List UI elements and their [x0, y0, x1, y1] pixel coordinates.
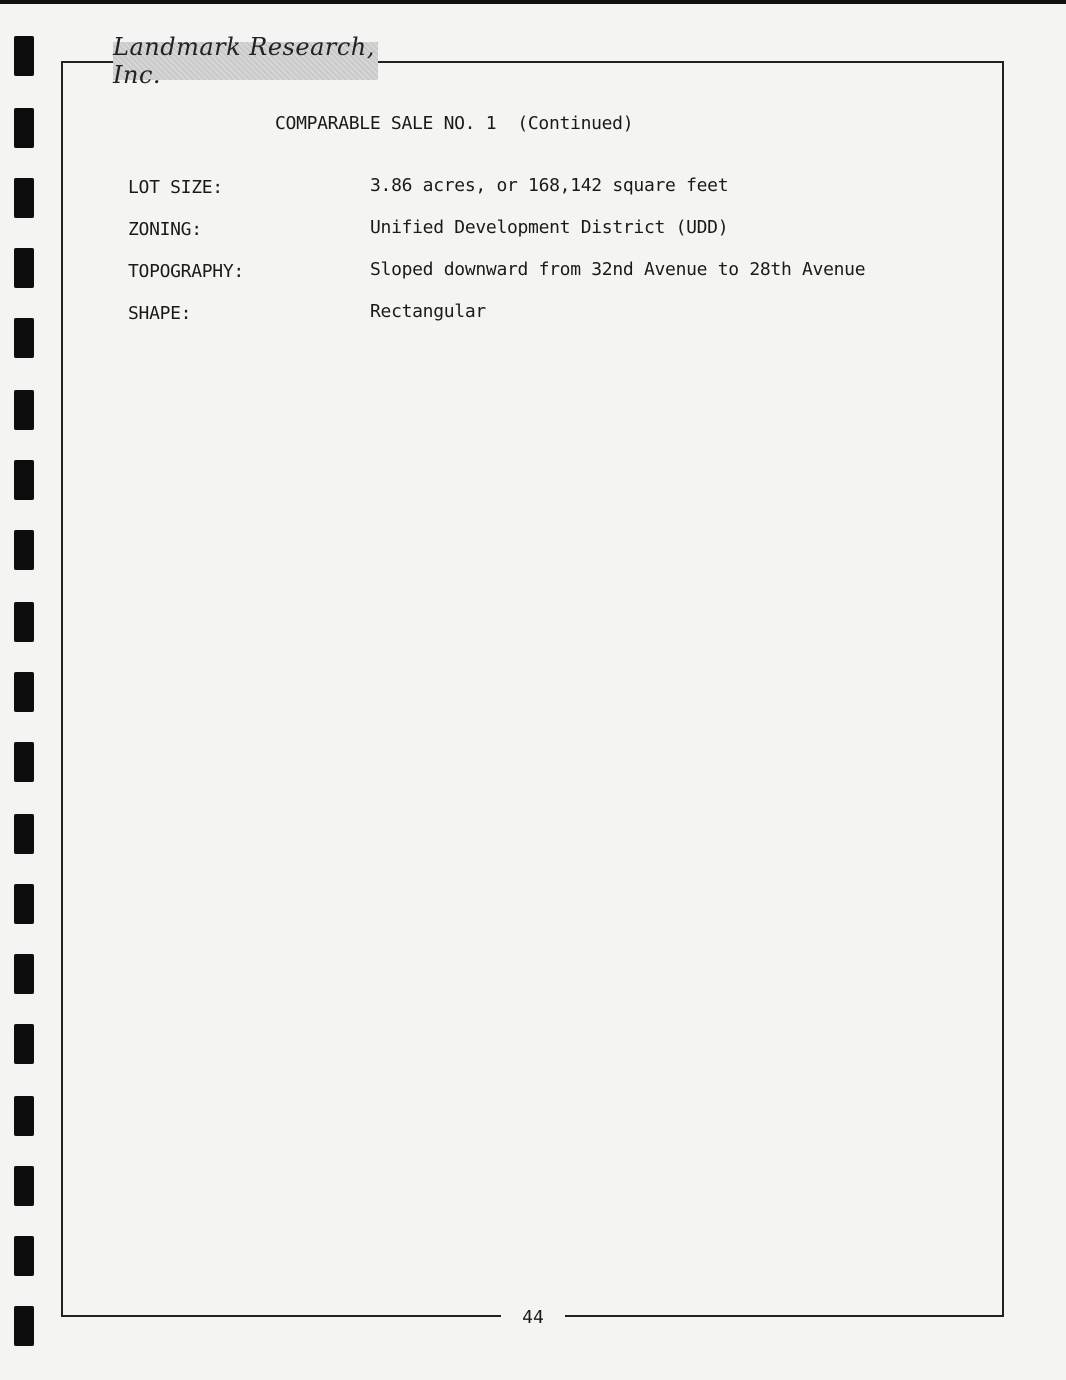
company-logo [113, 33, 378, 89]
page-border-frame [61, 61, 1004, 1317]
document-title: COMPARABLE SALE NO. 1 (Continued) [275, 113, 634, 134]
field-row-shape [0, 303, 1066, 331]
field-value: Unified Development District (UDD) [370, 217, 729, 238]
field-label: ZONING: [128, 219, 202, 240]
field-row-lot-size [0, 177, 1066, 205]
binding-hole [14, 108, 34, 148]
page-number: 44 [501, 1303, 565, 1333]
binding-hole [14, 1166, 34, 1206]
field-label: SHAPE: [128, 303, 192, 324]
field-value: 3.86 acres, or 168,142 square feet [370, 175, 729, 196]
binding-hole [14, 884, 34, 924]
binding-hole [14, 1024, 34, 1064]
binding-hole [14, 602, 34, 642]
binding-hole [14, 814, 34, 854]
binding-hole [14, 742, 34, 782]
binding-hole [14, 672, 34, 712]
field-value: Rectangular [370, 301, 486, 322]
binding-hole [14, 1096, 34, 1136]
field-row-zoning [0, 219, 1066, 247]
field-value: Sloped downward from 32nd Avenue to 28th Avenue [370, 259, 866, 280]
page-top-edge [0, 0, 1066, 4]
binding-hole [14, 460, 34, 500]
binding-hole [14, 390, 34, 430]
field-label: LOT SIZE: [128, 177, 223, 198]
binding-hole [14, 1236, 34, 1276]
binding-hole [14, 954, 34, 994]
binding-holes [0, 0, 40, 1380]
binding-hole [14, 530, 34, 570]
company-logo-text: Landmark Research, Inc. [113, 33, 375, 89]
binding-hole [14, 36, 34, 76]
field-row-topography [0, 261, 1066, 289]
field-label: TOPOGRAPHY: [128, 261, 244, 282]
binding-hole [14, 1306, 34, 1346]
